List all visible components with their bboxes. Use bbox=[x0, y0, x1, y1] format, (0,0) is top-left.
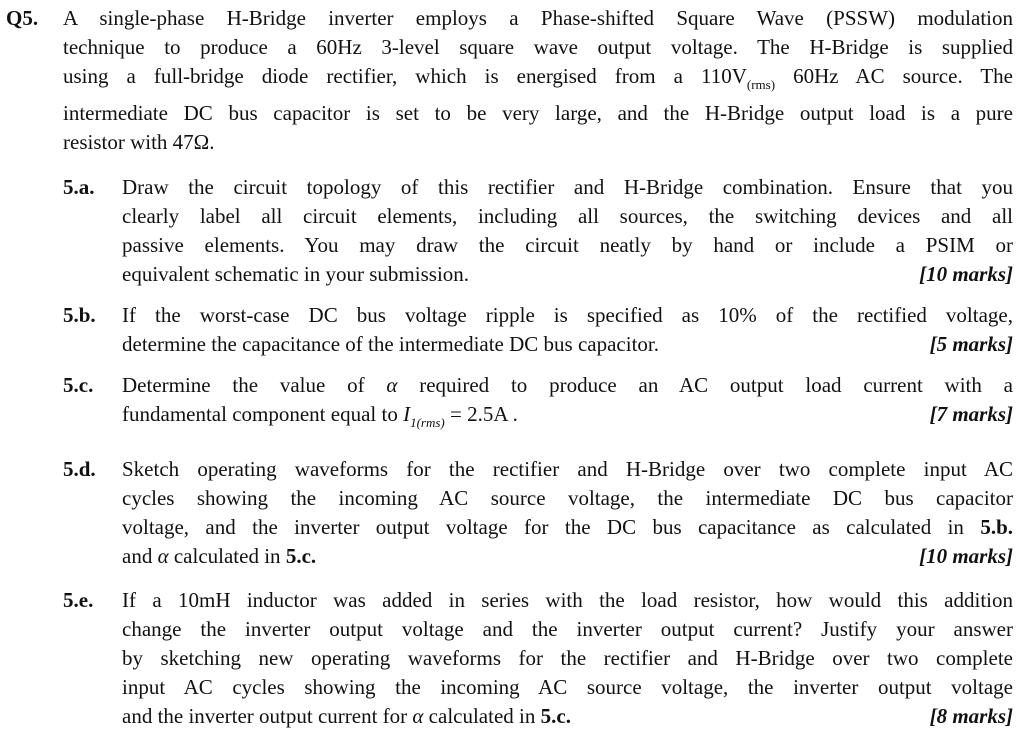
part-line: by sketching new operating waveforms for the rectifier and H-Bridge over two complete bbox=[122, 646, 1013, 670]
part-line-text: calculated in bbox=[168, 544, 286, 568]
part-line: cycles showing the incoming AC source voltage, the intermediate DC bus capacitor bbox=[122, 486, 1013, 510]
question-number: Q5. bbox=[6, 6, 39, 30]
section-reference: 5.c. bbox=[285, 544, 317, 568]
alpha-symbol: α bbox=[386, 373, 398, 397]
stem-line: resistor with 47Ω. bbox=[63, 130, 215, 154]
part-line-text: and the inverter output current for bbox=[122, 704, 413, 728]
part-line-text: fundamental component equal to bbox=[122, 402, 404, 426]
part-line: change the inverter output voltage and the inverter output current? Justify your answer bbox=[122, 617, 1013, 641]
marks-label: [10 marks] bbox=[919, 262, 1013, 286]
alpha-symbol: α bbox=[157, 544, 169, 568]
current-subscript: 1(rms) bbox=[410, 415, 445, 430]
current-symbol: I bbox=[403, 402, 411, 426]
part-line: passive elements. You may draw the circuit neatly by hand or include a PSIM or bbox=[122, 233, 1013, 257]
marks-label: [10 marks] bbox=[919, 544, 1013, 568]
part-line-text: required to produce an AC output load current with a bbox=[397, 373, 1014, 397]
part-label: 5.a. bbox=[63, 175, 95, 199]
marks-label: [7 marks] bbox=[929, 402, 1013, 426]
part-line bbox=[122, 513, 1013, 542]
part-line-text: equivalent schematic in your submission. bbox=[122, 262, 470, 286]
part-line bbox=[122, 400, 1013, 437]
stem-text: 60Hz AC source. The bbox=[775, 64, 1013, 88]
stem-text: using a full-bridge diode rectifier, which is energised from a 110V bbox=[63, 64, 747, 88]
part-line bbox=[122, 542, 1013, 571]
part-line bbox=[122, 330, 1013, 359]
marks-label: [8 marks] bbox=[929, 704, 1013, 728]
part-line-text: and bbox=[122, 544, 158, 568]
section-reference: 5.c. bbox=[540, 704, 571, 728]
part-line: clearly label all circuit elements, including all sources, the switching devices and all bbox=[122, 204, 1013, 228]
part-line bbox=[122, 371, 1013, 400]
part-label: 5.e. bbox=[63, 588, 94, 612]
part-line: If a 10mH inductor was added in series with the load resistor, how would this addition bbox=[122, 588, 1013, 612]
alpha-symbol: α bbox=[412, 704, 424, 728]
part-text bbox=[122, 455, 1013, 571]
part-line: Sketch operating waveforms for the rectifier and H-Bridge over two complete input AC bbox=[122, 457, 1013, 481]
part-line bbox=[122, 260, 1013, 289]
part-label: 5.b. bbox=[63, 303, 96, 327]
part-label: 5.c. bbox=[63, 373, 94, 397]
rms-subscript: (rms) bbox=[746, 77, 776, 92]
part-label: 5.d. bbox=[63, 457, 96, 481]
part-line-text: voltage, and the inverter output voltage for the DC bus capacitance as calculated in bbox=[122, 515, 981, 539]
part-line-text: calculated in bbox=[423, 704, 541, 728]
stem-line: technique to produce a 60Hz 3-level square wave output voltage. The H-Bridge is supplied bbox=[63, 35, 1013, 59]
stem-line: A single-phase H-Bridge inverter employs a Phase-shifted Square Wave (PSSW) modulation bbox=[63, 6, 1013, 30]
part-line-text: Determine the value of bbox=[122, 373, 387, 397]
section-reference: 5.b. bbox=[980, 515, 1013, 539]
part-text bbox=[122, 586, 1013, 731]
part-text bbox=[122, 301, 1013, 359]
stem-line: intermediate DC bus capacitor is set to be very large, and the H-Bridge output load is a pure bbox=[63, 101, 1013, 125]
part-line-text: = 2.5A . bbox=[444, 402, 518, 426]
part-line: input AC cycles showing the incoming AC source voltage, the inverter output voltage bbox=[122, 675, 1013, 699]
part-line: If the worst-case DC bus voltage ripple is specified as 10% of the rectified voltage, bbox=[122, 303, 1013, 327]
marks-label: [5 marks] bbox=[929, 332, 1013, 356]
part-line bbox=[122, 702, 1013, 731]
part-text bbox=[122, 173, 1013, 289]
part-line: Draw the circuit topology of this rectifier and H-Bridge combination. Ensure that you bbox=[122, 175, 1013, 199]
question-stem bbox=[63, 4, 1013, 157]
part-line-text: determine the capacitance of the intermediate DC bus capacitor. bbox=[122, 332, 660, 356]
stem-line bbox=[63, 62, 1013, 99]
part-text bbox=[122, 371, 1013, 437]
